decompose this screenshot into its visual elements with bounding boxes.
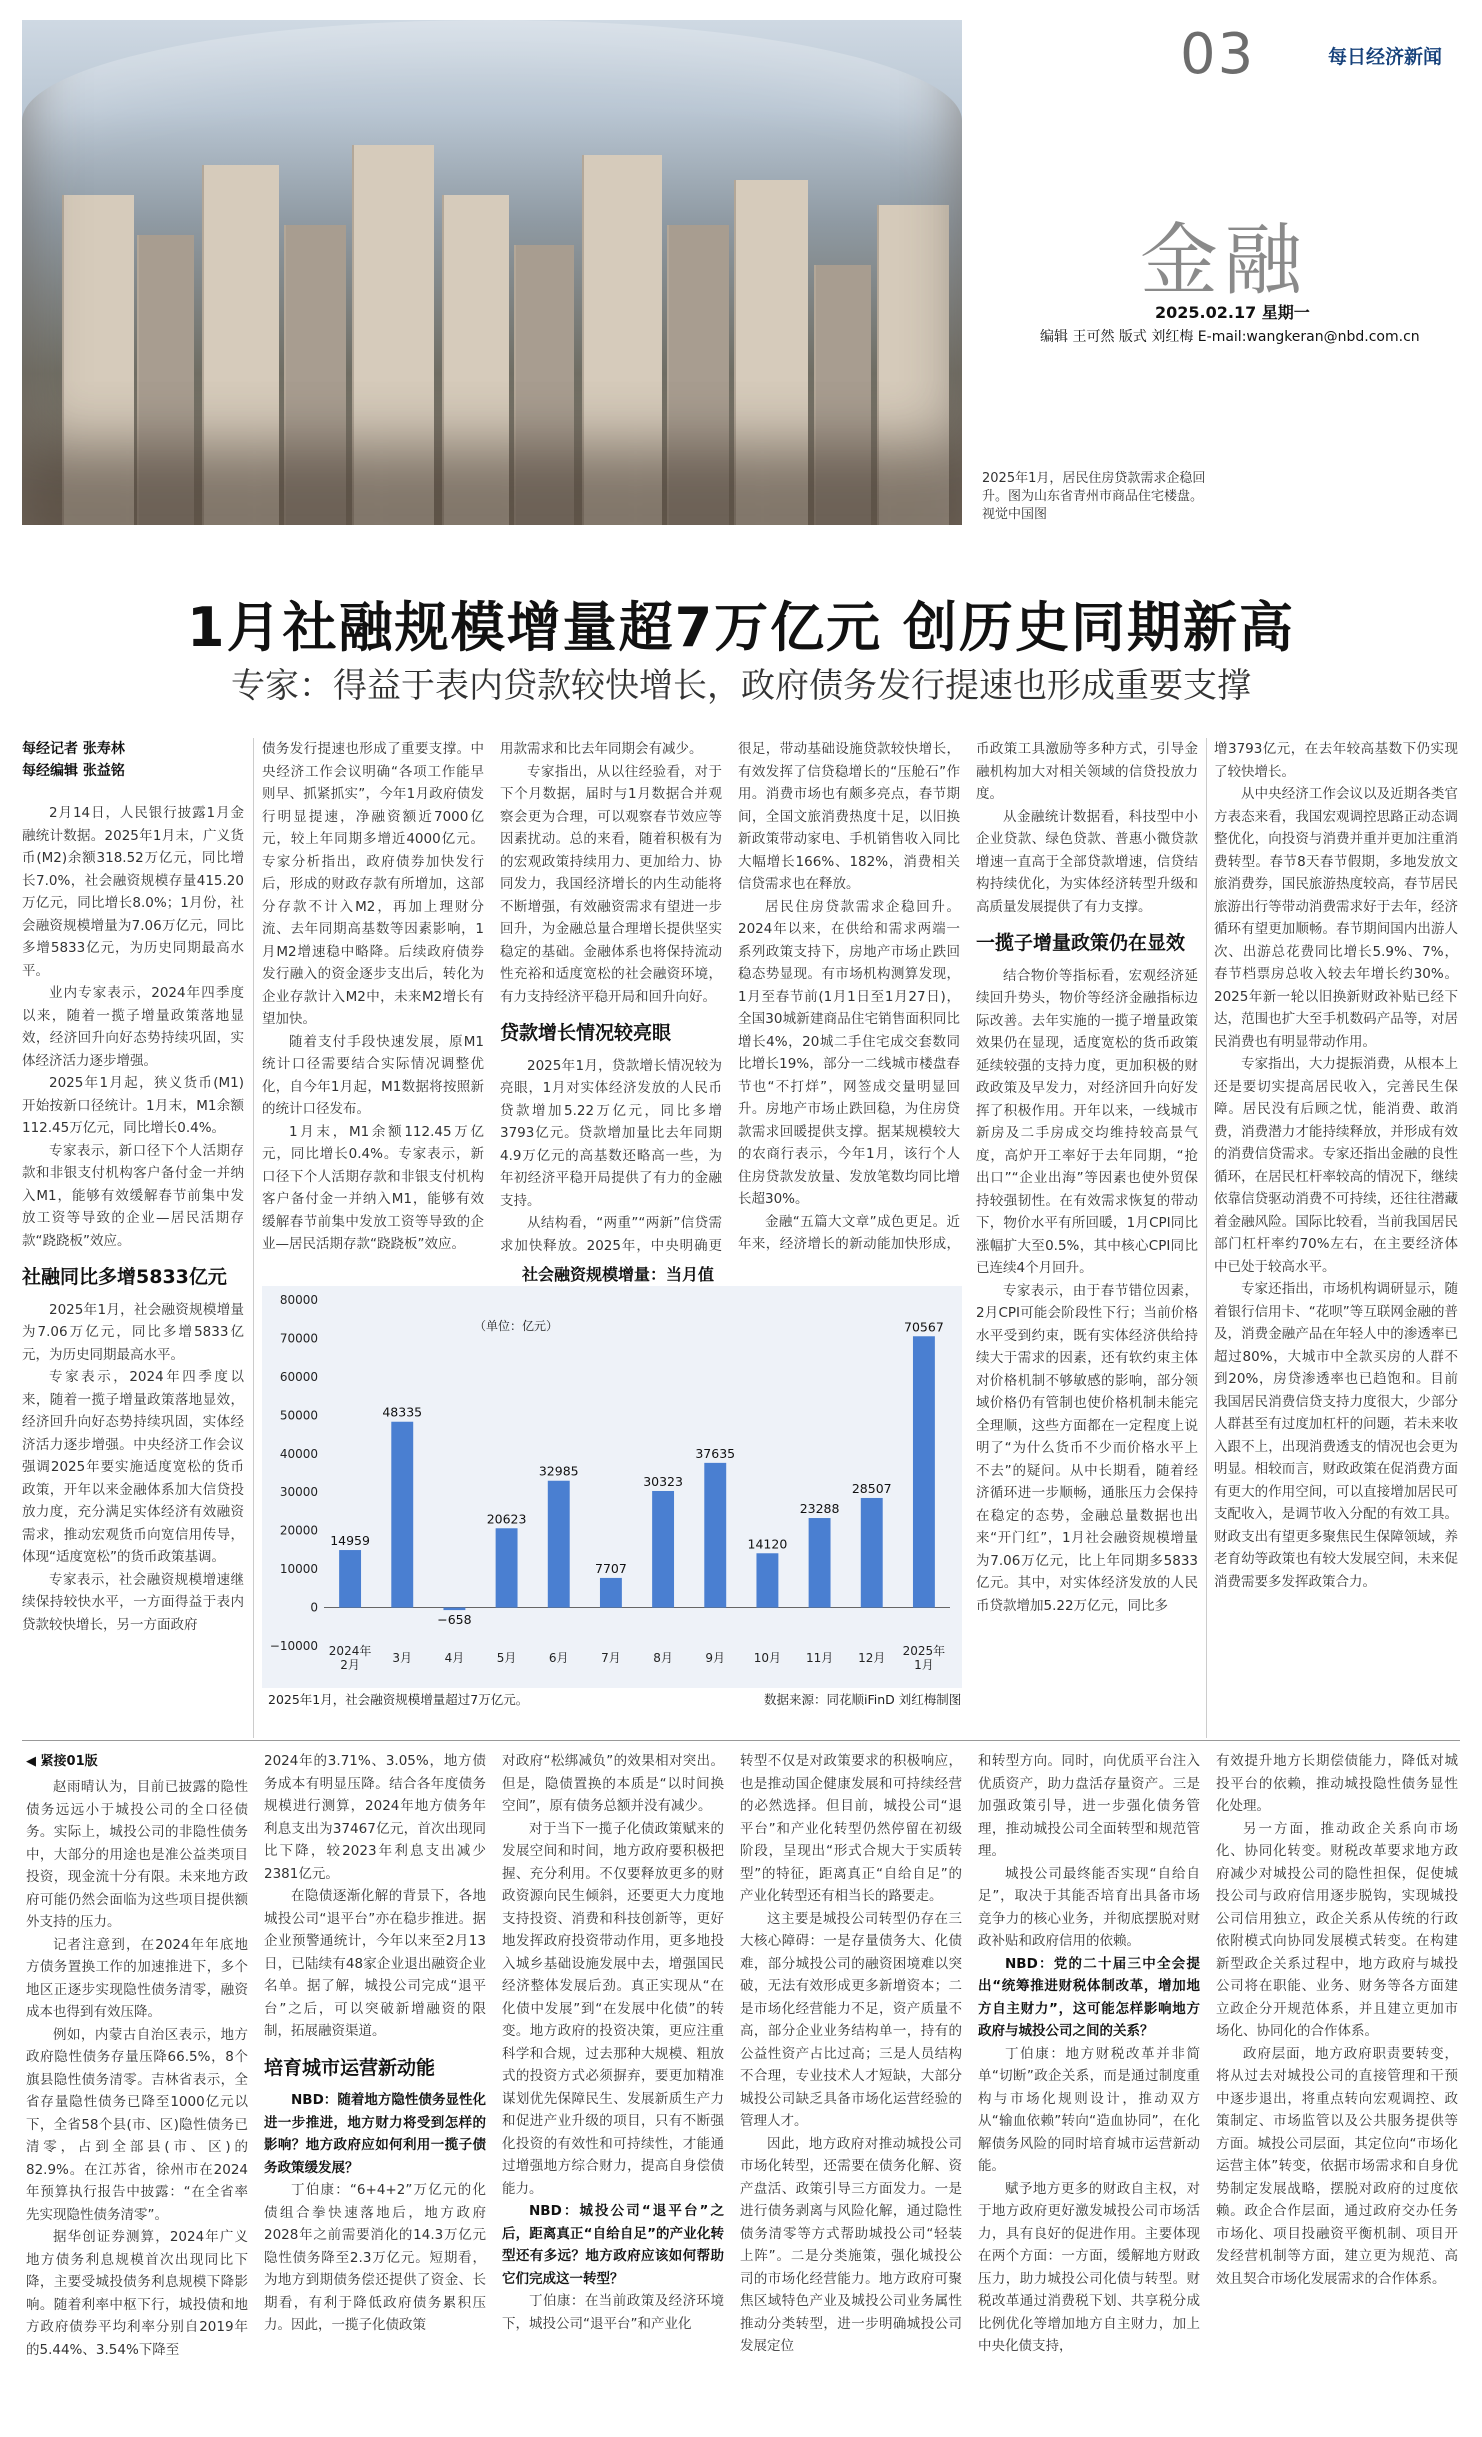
x-tick-label: 5月: [496, 1651, 517, 1665]
bar: [652, 1491, 674, 1608]
lower-column-2: [264, 1750, 486, 2426]
bar: [548, 1481, 570, 1608]
paragraph: 业内专家表示，2024年四季度以来，随着一揽子增量政策落地显效，经济回升向好态势持续巩固，实体经济活力逐步增强。: [22, 985, 244, 1069]
paragraph: 金融“五篇大文章”成色更足。近年来，经济增长的新动能加快形成，: [738, 1213, 960, 1252]
answer: 丁伯康：“6+4+2”万亿元的化债组合拳快速落地后，地方政府2028年之前需要消化的14.3万亿元隐性债务降至2.3万亿元。短期看，为地方到期债务偿还提供了资金、长期看，有利于降低政府债务累积压力。因此，一揽子化债政策: [264, 2182, 486, 2333]
y-tick-label: 20000: [279, 1523, 318, 1538]
paragraph: 1月末，M1余额112.45万亿元，同比增长0.4%。专家表示，新口径下个人活期存款和非银支付机构客户备付金一并纳入M1，能够有效缓解春节前集中发放工资等导致的企业—居民活期存款“跷跷板”效应。: [262, 1123, 484, 1252]
x-tick-label: 7月: [601, 1651, 621, 1665]
x-tick-label: 2025年: [902, 1644, 946, 1658]
x-tick-label: 10月: [753, 1651, 782, 1665]
paragraph: 在隐债逐渐化解的背景下，各地城投公司“退平台”亦在稳步推进。据企业预警通统计，今年以来至2月13日，已陆续有48家企业退出融资企业名单。据了解，城投公司完成“退平台”之后，可以突破新增融资的限制，拓展融资渠道。: [264, 1888, 486, 2039]
x-tick-label: 8月: [653, 1651, 673, 1665]
paragraph: 政府层面，地方政府职责要转变，将从过去对城投公司的直接管理和干预中逐步退出，将重点转向宏观调控、政策制定、市场监管以及公共服务提供等方面。城投公司层面，其定位向“市场化运营主体”转变，依据市场需求和自身优势制定发展战略，摆脱对政府的过度依赖。政企合作层面，通过政府交办任务市场化、项目投融资平衡机制、项目开发经营机制等方面，建立更为规范、高效且契合市场化发展需求的合作体系。: [1216, 2045, 1458, 2287]
subheading: 培育城市运营新动能: [264, 2056, 436, 2079]
subheadline: 专家：得益于表内贷款较快增长，政府债务发行提速也形成重要支撑: [231, 666, 1251, 706]
data-label: 30323: [643, 1473, 683, 1489]
section-divider: [22, 1740, 1460, 1741]
paragraph: 从中央经济工作会议以及近期各类官方表态来看，我国宏观调控思路正动态调整优化，向投资与消费并重并更加注重消费转型。春节8天春节假期，多地发放文旅消费券，国民旅游热度较高，春节居民旅游出行等带动消费需求好于去年，经济循环有望更加顺畅。春节期间国内出游人次、出游总花费同比增长5.9%、7%，春节档票房总收入较去年增长约30%。2025年新一轮以旧换新财政补贴已经下达，范围也扩大至手机数码产品等，对居民消费也有明显带动作用。: [1214, 786, 1458, 1050]
x-tick-label: 11月: [805, 1651, 834, 1665]
reporter-byline: 每经记者 张寿林: [22, 741, 125, 757]
unit-label: （单位：亿元）: [474, 1319, 559, 1333]
question: NBD：党的二十届三中全会提出“统筹推进财税体制改革，增加地方自主财力”，这可能怎样影响地方政府与城投公司之间的关系？: [978, 1955, 1200, 2039]
paragraph: 和转型方向。同时，向优质平台注入优质资产，助力盘活存量资产。三是加强政策引导，进一步强化债务管理，推动城投公司全面转型和规范管理。: [978, 1753, 1200, 1859]
headline: 1月社融规模增量超7万亿元 创历史同期新高: [187, 596, 1295, 659]
paragraph: 专家表示，社会融资规模增速继续保持较快水平，一方面得益于表内贷款较快增长，另一方面政府: [22, 1571, 244, 1633]
x-tick-label: 2024年: [328, 1644, 372, 1658]
y-tick-label: 10000: [279, 1562, 318, 1577]
article-column-2: [262, 738, 484, 1258]
data-label: 23288: [799, 1501, 840, 1517]
paragraph: 另一方面，推动政企关系向市场化、协同化转变。财税改革要求地方政府减少对城投公司的隐性担保，促使城投公司与政府信用逐步脱钩，实现城投公司信用独立，政企关系从传统的行政依附模式向协同发展模式转变。在构建新型政企关系过程中，地方政府与城投公司将在职能、业务、财务等各方面建立政企分开规范体系，并且建立更加市场化、协同化的合作体系。: [1216, 1820, 1458, 2039]
bar: [756, 1553, 778, 1607]
y-tick-label: 40000: [279, 1446, 318, 1461]
newspaper-name: 每日经济新闻: [1328, 46, 1443, 68]
bar: [339, 1550, 361, 1608]
section-title: 金融: [1140, 216, 1309, 306]
bar: [443, 1608, 465, 1611]
paragraph: 2025年1月起，狭义货币(M1)开始按新口径统计。1月末，M1余额112.45万亿元，同比增长0.4%。: [22, 1075, 244, 1136]
chart-note: 2025年1月，社会融资规模增量超过7万亿元。: [268, 1692, 529, 1707]
lower-column-3: [502, 1750, 724, 2426]
article-column-5: [976, 738, 1198, 1738]
paragraph: 很足，带动基础设施贷款较快增长，有效发挥了信贷稳增长的“压舱石”作用。消费市场也有颇多亮点，春节期间，全国文旅消费热度十足，以旧换新政策带动家电、手机销售收入同比大幅增长166%、182%，消费相关信贷需求也在释放。: [738, 741, 960, 892]
editor-byline: 每经编辑 张益铭: [22, 763, 125, 779]
chart-title: 社会融资规模增量：当月值: [522, 1265, 715, 1284]
editor-credits: 编辑 王可然 版式 刘红梅 E-mail:wangkeran@nbd.com.cn: [1040, 329, 1420, 345]
x-tick-label: 1月: [914, 1658, 934, 1672]
answer: 丁伯康：地方财税改革并非简单“切断”政企关系，而是通过制度重构与市场化规则设计，推动双方从“输血依赖”转向“造血协同”，在化解债务风险的同时培育城市运营新动能。: [978, 2045, 1200, 2174]
paragraph: 增3793亿元，在去年较高基数下仍实现了较快增长。: [1214, 741, 1458, 780]
photo-caption: 2025年1月，居民住房贷款需求企稳回升。图为山东省青州市商品住宅楼盘。 视觉中国图: [982, 471, 1206, 522]
data-label: −658: [437, 1612, 472, 1628]
issue-date: 2025.02.17 星期一: [1155, 303, 1310, 322]
bar: [391, 1422, 413, 1608]
subheading: 一揽子增量政策仍在显效: [976, 932, 1186, 954]
paragraph: 对政府“松绑减负”的效果相对突出。但是，隐债置换的本质是“以时间换空间”，原有债务总额并没有减少。: [502, 1753, 724, 1814]
data-label: 37635: [695, 1445, 736, 1461]
lower-column-5: [978, 1750, 1200, 2426]
y-tick-label: 60000: [279, 1369, 318, 1384]
paragraph: 记者注意到，在2024年年底地方债务置换工作的加速推进下，多个地区正逐步实现隐性债务清零，融资成本也得到有效压降。: [26, 1936, 248, 2020]
y-tick-label: 80000: [279, 1293, 318, 1307]
data-label: 70567: [904, 1319, 944, 1335]
paragraph: 专家指出，大力提振消费，从根本上还是要切实提高居民收入，完善民生保障。居民没有后顾之忧，能消费、敢消费，消费潜力才能持续释放，并形成有效的消费信贷需求。专家还指出金融的良性循环，在居民杠杆率较高的情况下，继续依靠信贷驱动消费不可持续，还往往潜藏着金融风险。国际比较看，当前我国居民部门杠杆率约70%左右，在主要经济体中已处于较高水平。: [1214, 1056, 1458, 1275]
bar: [861, 1498, 883, 1608]
bar: [704, 1463, 726, 1608]
data-label: 20623: [486, 1511, 527, 1527]
paragraph: 结合物价等指标看，宏观经济延续回升势头，物价等经济金融指标边际改善。去年实施的一揽子增量政策效果仍在显现，适度宽松的货币政策延续较强的支持力度，更加积极的财政政策及早发力，对经济回升向好发挥了积极作用。开年以来，一线城市新房及二手房成交均维持较高景气度，高炉开工率好于去年同期，“抢出口”“企业出海”等因素也使外贸保持较强韧性。在有效需求恢复的带动下，物价水平有所回暖，1月CPI同比涨幅扩大至0.5%，其中核心CPI同比已连续4个月回升。: [976, 967, 1198, 1276]
paragraph: 随着支付手段快速发展，原M1统计口径需要结合实际情况调整优化，自今年1月起，M1数据将按照新的统计口径发布。: [262, 1033, 484, 1117]
data-label: 32985: [538, 1463, 579, 1479]
data-label: 28507: [851, 1480, 892, 1496]
paragraph: 赋予地方更多的财政自主权，对于地方政府更好激发城投公司市场活力，具有良好的促进作用。主要体现在两个方面：一方面，缓解地方财政压力，助力城投公司化债与转型。财税改革通过消费税下划、共享税分成比例优化等增加地方自主财力，加上中央化债支持，: [978, 2180, 1200, 2354]
x-tick-label: 3月: [392, 1651, 413, 1665]
y-tick-label: 50000: [279, 1408, 318, 1423]
paragraph: 赵雨晴认为，目前已披露的隐性债务远远小于城投公司的全口径债务。实际上，城投公司的非隐性债务中，大部分的用途也是准公益类项目投资，现金流十分有限。未来地方政府可能仍然会面临为这些项目提供额外支持的压力。: [26, 1779, 248, 1930]
page-number: 03: [1180, 22, 1256, 87]
question: NBD：随着地方隐性债务显性化进一步推进，地方财力将受到怎样的影响？地方政府应如何利用一揽子债务政策缓发展？: [264, 2092, 486, 2176]
data-label: 14120: [747, 1536, 788, 1552]
paragraph: 从结构看，“两重”“两新”信贷需求加快释放。2025年，中央明确更: [500, 1215, 722, 1254]
paragraph: 居民住房贷款需求企稳回升。2024年以来，在供给和需求两端一系列政策支持下，房地产市场止跌回稳态势显现。有市场机构测算发现，1月至春节前(1月1日至1月27日)，全国30城新建商品住宅销售面积同比增长4%，20城二手住宅成交套数同比增长19%，部分一二线城市楼盘春节也“不打烊”，网签成交量明显回升。房地产市场止跌回稳，为住房贷款需求回暖提供支撑。据某规模较大的农商行表示，今年1月，该行个人住房贷款发放量、发放笔数均同比增长超30%。: [738, 898, 960, 1207]
y-tick-label: 70000: [279, 1331, 318, 1346]
continued-from-label: ◀ 紧接01版: [26, 1754, 98, 1769]
bar: [600, 1578, 622, 1608]
y-tick-label: 0: [310, 1600, 318, 1615]
paragraph: 例如，内蒙古自治区表示，地方政府隐性债务存量压降66.5%，8个旗县隐性债务清零。吉林省表示，全省存量隐性债务已降至1000亿元以下，全省58个县(市、区)隐性债务已清零，占到全部县(市、区)的82.9%。在江苏省，徐州市在2024年预算执行报告中披露：“在全省率先实现隐性债务清零”。: [26, 2026, 248, 2223]
paragraph: [262, 1256, 484, 1259]
question: NBD：城投公司“退平台”之后，距离真正“自给自足”的产业化转型还有多远？地方政府应该如何帮助它们完成这一转型？: [502, 2203, 724, 2287]
column-divider: [253, 738, 254, 1738]
paragraph: 因此，地方政府对推动城投公司市场化转型，还需要在债务化解、资产盘活、政策引导三方面发力。一是进行债务剥离与风险化解，通过隐性债务清零等方式帮助城投公司“轻装上阵”。二是分类施策，强化城投公司的市场化经营能力。地方政府可聚焦区域特色产业及城投公司业务属性推动分类转型，进一步明确城投公司发展定位: [740, 2135, 962, 2354]
paragraph: 专家指出，从以往经验看，对于下个月数据，届时与1月数据合并观察会更为合理，可以观察春节效应等因素扰动。总的来看，随着积极有为的宏观政策持续用力、更加给力、协同发力，我国经济增长的内生动能将不断增强，有效融资需求有望进一步回升，为金融总量合理增长提供坚实稳定的基础。金融体系也将保持流动性充裕和适度宽松的社会融资环境，有力支持经济平稳开局和回升向好。: [500, 763, 722, 1005]
lower-column-6: [1216, 1750, 1458, 2426]
paragraph: 专家表示，由于春节错位因素，2月CPI可能会阶段性下行；当前价格水平受到约束，既有实体经济供给持续大于需求的因素，还有软约束主体对价格机制不够敏感的影响，部分领域价格仍有管制也使价格机制未能完全理顺，这些方面都在一定程度上说明了“为什么货币不少而价格水平上不去”的疑问。从中长期看，随着经济循环进一步顺畅，通胀压力会保持在稳定的态势，金融总量数据也出来“开门红”，1月社会融资规模增量为7.06万亿元，比上年同期多5833亿元。其中，对实体经济发放的人民币贷款增加5.22万亿元，同比多: [976, 1282, 1198, 1614]
paragraph: 2025年1月，贷款增长情况较为亮眼，1月对实体经济发放的人民币贷款增加5.22万亿元，同比多增3793亿元。贷款增加量比去年同期4.9万亿元的高基数还略高一些，为年初经济平稳开局提供了有力的金融支持。: [500, 1057, 722, 1209]
article-column-1: [22, 738, 244, 1636]
column-divider: [1206, 738, 1207, 1738]
bar: [913, 1336, 935, 1607]
lower-column-4: [740, 1750, 962, 2426]
paragraph: 2月14日，人民银行披露1月金融统计数据。2025年1月末，广义货币(M2)余额318.52万亿元，同比增长7.0%，社会融资规模存量415.20万亿元，同比增长8.0%；1月份，社会融资规模增量为7.06万亿元，同比多增5833亿元，为历史同期最高水平。: [22, 805, 244, 979]
x-tick-label: 4月: [444, 1651, 465, 1665]
x-tick-label: 9月: [705, 1651, 726, 1665]
x-tick-label: 6月: [548, 1651, 569, 1665]
subheading: 贷款增长情况较亮眼: [500, 1022, 672, 1044]
paragraph: 专家表示，2024年四季度以来，随着一揽子增量政策落地显效，经济回升向好态势持续巩固，实体经济活力逐步增强。中央经济工作会议强调2025年要实施适度宽松的货币政策，开年以来金融体系加大信贷投放力度，充分满足实体经济有效融资需求，推动宏观货币向宽信用传导，体现“适度宽松”的货币政策基调。: [22, 1369, 244, 1565]
paragraph: 专家表示，新口径下个人活期存款和非银支付机构客户备付金一并纳入M1，能够有效缓解春节前集中发放工资等导致的企业—居民活期存款“跷跷板”效应。: [22, 1142, 244, 1249]
housing-estate-photo: [22, 20, 962, 525]
paragraph: 城投公司最终能否实现“自给自足”，取决于其能否培育出具备市场竞争力的核心业务，并彻底摆脱对财政补贴和政府信用的依赖。: [978, 1865, 1200, 1949]
paragraph: 据华创证券测算，2024年广义地方债务利息规模首次出现同比下降，主要受城投债务利息规模下降影响。随着利率中枢下行，城投债和地方政府债券平均利率分别自2019年的5.44%、3.54%下降至: [26, 2229, 248, 2358]
paragraph: 2024年的3.71%、3.05%，地方债务成本有明显压降。结合各年度债务规模进行测算，2024年地方债务年利息支出为37467亿元，首次出现同比下降，较2023年利息支出减少2381亿元。: [264, 1753, 486, 1882]
paragraph: 币政策工具激励等多种方式，引导金融机构加大对相关领域的信贷投放力度。: [976, 741, 1198, 802]
article-column-4: [738, 738, 960, 1258]
bar: [809, 1518, 831, 1608]
sofr-chart: [262, 1286, 962, 1688]
x-tick-label: 12月: [858, 1651, 886, 1665]
data-label: 14959: [330, 1533, 370, 1549]
article-column-3: [500, 738, 722, 1258]
x-tick-label: 2月: [340, 1658, 360, 1672]
paragraph: 从金融统计数据看，科技型中小企业贷款、绿色贷款、普惠小微贷款增速一直高于全部贷款增速，信贷结构持续优化，为实体经济转型升级和高质量发展提供了有力支撑。: [976, 808, 1198, 915]
y-tick-label: 30000: [279, 1485, 318, 1500]
paragraph: 用款需求和比去年同期会有减少。: [500, 741, 703, 757]
chart-source: 数据来源：同花顺iFinD 刘红梅制图: [764, 1692, 962, 1707]
y-tick-label: −10000: [269, 1639, 318, 1653]
paragraph: 专家还指出，市场机构调研显示，随着银行信用卡、“花呗”等互联网金融的普及，消费金融产品在年轻人中的渗透率已超过80%，大城市中全款买房的人群不到20%，房贷渗透率也已趋饱和。目前我国居民消费信贷支持力度很大，少部分人群甚至有过度加杠杆的问题，若未来收入跟不上，出现消费透支的情况也会更为明显。相较而言，财政政策在促消费方面有更大的作用空间，可以直接增加居民可支配收入，是调节收入分配的有效工具。财政支出有望更多聚焦民生保障领域，养老育幼等政策也有较大发展空间，未来促消费需要多发挥政策合力。: [1214, 1281, 1458, 1590]
paragraph: 债务发行提速也形成了重要支撑。中央经济工作会议明确“各项工作能早则早、抓紧抓实”，今年1月政府债发行明显提速，净融资额近7000亿元，较上年同期多增近4000亿元。专家分析指出，政府债券加快发行后，形成的财政存款有所增加，这部分存款不计入M2，再加上理财分流、去年同期高基数等因素影响，1月M2增速稳中略降。后续政府债券发行融入的资金逐步支出后，转化为企业存款计入M2中，未来M2增长有望加快。: [262, 741, 484, 1027]
subheading: 社融同比多增5833亿元: [22, 1266, 227, 1288]
paragraph: 转型不仅是对政策要求的积极响应，也是推动国企健康发展和可持续经营的必然选择。但目前，城投公司“退平台”和产业化转型仍然停留在初级阶段，呈现出“形式合规大于实质转型”的特征，距离真正“自给自足”的产业化转型还有相当长的路要走。: [740, 1753, 962, 1904]
bar: [496, 1528, 518, 1607]
lower-column-1: [26, 1776, 248, 2426]
data-label: 7707: [595, 1560, 627, 1576]
paragraph: 对于当下一揽子化债政策赋来的发展空间和时间，地方政府要积极把握、充分利用。不仅要释放更多的财政资源向民生倾斜，还要更大力度地支持投资、消费和科技创新等，更好地发挥政府投资带动作用，更多地投入城乡基础设施发展中去，增强国民经济整体发展后劲。真正实现从“在化债中发展”到“在发展中化债”的转变。地方政府的投资决策，更应注重科学和合规，过去那种大规模、粗放式的投资方式必须摒弃，要更加精准谋划优先保障民生、发展新质生产力和促进产业升级的项目，只有不断强化投资的有效性和可持续性，才能通过增强地方综合财力，提高自身偿债能力。: [502, 1820, 724, 2197]
article-column-6: [1214, 738, 1458, 1738]
paragraph: 有效提升地方长期偿债能力，降低对城投平台的依赖，推动城投隐性债务显性化处理。: [1216, 1753, 1458, 1814]
paragraph: 2025年1月，社会融资规模增量为7.06万亿元，同比多增5833亿元，为历史同期最高水平。: [22, 1301, 244, 1363]
data-label: 48335: [382, 1404, 423, 1420]
answer: 丁伯康：在当前政策及经济环境下，城投公司“退平台”和产业化: [502, 2293, 724, 2332]
paragraph: 这主要是城投公司转型仍存在三大核心障碍：一是存量债务大、化债难，部分城投公司的融资困境难以突破，无法有效形成更多新增资本；二是市场化经营能力不足，资产质量不高，部分企业业务结构单一，持有的公益性资产占比过高；三是人员结构不合理，专业技术人才短缺，大部分城投公司缺乏具备市场化运营经验的管理人才。: [740, 1910, 962, 2129]
